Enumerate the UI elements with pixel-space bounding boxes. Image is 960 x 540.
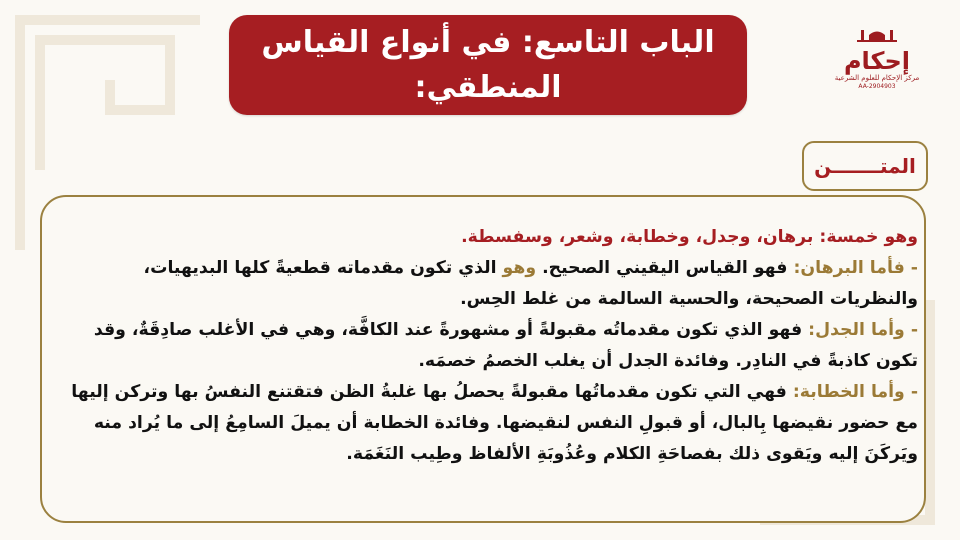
burhan-paragraph [58,253,918,315]
logo-subtitle: مركز الإحكام للعلوم الشرعية [834,74,920,82]
jadal-label: - وأما الجدل: [802,320,918,340]
jadal-paragraph [58,315,918,377]
title-line-1: الباب التاسع: في أنواع القياس [261,25,715,60]
logo [834,28,920,98]
section-label-box [802,141,928,191]
khataba-paragraph [58,377,918,470]
logo-phone: AA-2904903 [858,83,896,90]
burhan-label: - فأما البرهان: [787,258,918,278]
khataba-text: فهي التي تكون مقدماتُها مقبولةً يحصلُ بها غلبةُ الظن فتقتنع النفسُ بها وتركن إليها مع حضور نقيضها بِالبال، أو قبولِ النفس لنقيضها. وفائدة الخطابة أن يميلَ السامِعُ إلى ما يُراد منه ويَركَنَ إليه ويَقوى ذلك بفصاحَةِ الكلام وعُذُوبَةِ الألفاظ وطِيب النَغَمَة. [71,382,918,464]
main-text [58,222,918,470]
section-label: المتـــــــن [814,154,916,178]
logo-word: إحكام [843,47,911,75]
burhan-text-1: فهو القياس اليقيني الصحيح. [536,258,788,278]
title-banner [229,15,747,115]
intro-lead: وهو خمسة: [813,227,918,247]
page-title [253,20,723,110]
burhan-text-2: الذي تكون مقدماته قطعيةً كلها البديهيات، والنظريات الصحيحة، والحسية السالمة من غلط الحِس. [143,258,918,309]
burhan-wahuwa: وهو [496,258,537,278]
mosque-icon [855,28,899,42]
intro-paragraph [58,222,918,253]
khataba-label: - وأما الخطابة: [786,382,918,402]
jadal-text: فهو الذي تكون مقدماتُه مقبولةً أو مشهورةً عند الكافَّة، وهي في الأغلب صادِقَةٌ، وقد تكون كاذبةً في النادِر. وفائدة الجدل أن يغلب الخصمُ خصمَه. [93,320,918,371]
title-line-2: المنطقي: [414,70,562,105]
intro-list: برهان، وجدل، وخطابة، وشعر، وسفسطة. [461,227,814,247]
